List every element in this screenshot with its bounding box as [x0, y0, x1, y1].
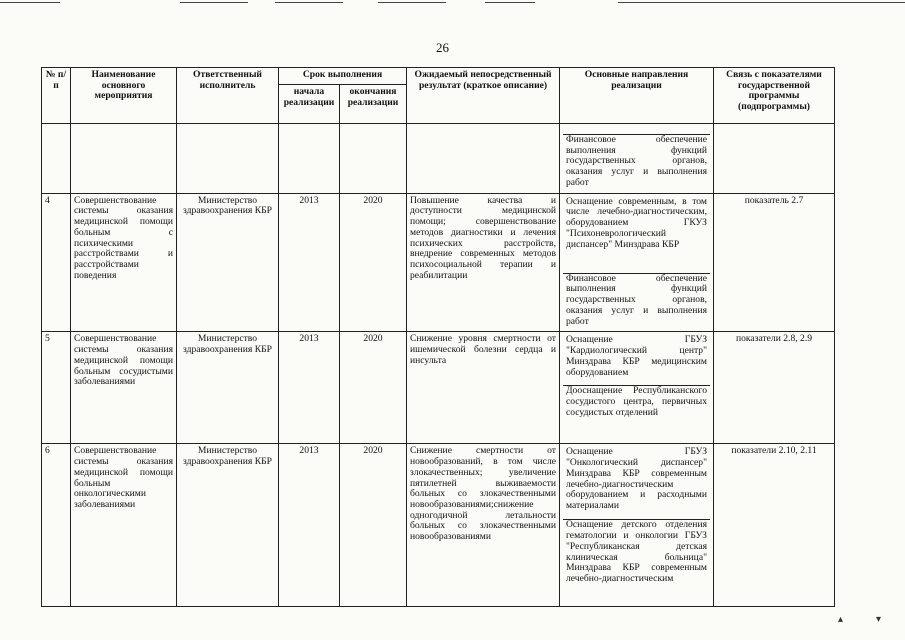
page-number: 26	[436, 40, 449, 55]
measures-table	[41, 67, 835, 607]
header-name: Наименование основного мероприятия	[71, 68, 177, 124]
row-result: Повышение качества и доступности медицинской помощи; совершенствование методов диагностики и лечения психических расстройств, внедрение современных методов психосоциальной терапии и реабилитации	[407, 193, 560, 332]
scan-edge-line	[180, 2, 248, 3]
table-row-continuation	[42, 124, 835, 194]
direction-cell: Оснащение ГБУЗ "Онкологический диспансер" Минздрава КБР современным лечебно-диагностическим оборудованием и расходными материалами	[566, 446, 707, 512]
header-num: № п/п	[42, 68, 71, 124]
scan-edge-line	[485, 2, 535, 3]
header-term: Срок выполнения	[279, 68, 407, 85]
row-start: 2013	[279, 193, 340, 332]
table-row	[42, 444, 835, 607]
scan-edge-line	[0, 2, 60, 3]
scan-edge-line	[275, 2, 343, 3]
header-term-start: начала реализации	[279, 85, 340, 124]
row-name: Совершенствование системы оказания медицинской помощи больным онкологическими заболеваниями	[71, 444, 177, 607]
table-row	[42, 332, 835, 444]
row-end: 2020	[340, 332, 407, 444]
direction-cell: Дооснащение Республиканского сосудистого центра, первичных сосудистых отделений	[563, 385, 710, 420]
row-name: Совершенствование системы оказания медицинской помощи больным сосудистыми заболеваниями	[71, 332, 177, 444]
row-executor: Министерство здравоохранения КБР	[177, 332, 279, 444]
row-name: Совершенствование системы оказания медицинской помощи больным с психическими расстройствами и расстройствами поведения	[71, 193, 177, 332]
row-num: 4	[42, 193, 71, 332]
row-result: Снижение смертности от новообразований, в том числе злокачественных; увеличение пятилетней выживаемости больных со злокачественными новообразованиями;снижение одногодичной летальности больных со злокачественными новообразованиями	[407, 444, 560, 607]
direction-cell: Финансовое обеспечение выполнения функций государственных органов, оказания услуг и выполнения работ	[563, 134, 710, 191]
row-end: 2020	[340, 193, 407, 332]
row-start: 2013	[279, 444, 340, 607]
row-executor: Министерство здравоохранения КБР	[177, 193, 279, 332]
row-start: 2013	[279, 332, 340, 444]
row-end: 2020	[340, 444, 407, 607]
header-link: Связь с показателями государственной программы (подпрограммы)	[714, 68, 835, 124]
row-executor: Министерство здравоохранения КБР	[177, 444, 279, 607]
scan-speck-mark: ▴	[838, 614, 844, 625]
direction-cell: Оснащение детского отделения гематологии и онкологии ГБУЗ "Республиканская детская клиническая больница" Минздрава КБР современным лечебно-диагностическим	[563, 519, 710, 586]
row-num: 5	[42, 332, 71, 444]
row-link: показатель 2.7	[714, 193, 835, 332]
row-link: показатели 2.8, 2.9	[714, 332, 835, 444]
table-row	[42, 193, 835, 332]
direction-cell: Оснащение современным, в том числе лечебно-диагностическим, оборудованием ГКУЗ "Психоневрологический диспансер" Минздрава КБР	[566, 195, 707, 250]
scan-edge-line	[618, 2, 905, 3]
direction-cell: Оснащение ГБУЗ "Кардиологический центр" Минздрава КБР медицинским оборудованием	[566, 334, 707, 378]
header-executor: Ответственный исполнитель	[177, 68, 279, 124]
row-result: Снижение уровня смертности от ишемической болезни сердца и инсульта	[407, 332, 560, 444]
header-term-end: окончания реализации	[340, 85, 407, 124]
scan-speck-mark: ▾	[876, 614, 882, 625]
direction-cell: Финансовое обеспечение выполнения функций государственных органов, оказания услуг и выполнения работ	[563, 273, 710, 330]
row-link: показатели 2.10, 2.11	[714, 444, 835, 607]
row-num: 6	[42, 444, 71, 607]
header-directions: Основные направления реализации	[560, 68, 714, 124]
scan-edge-line	[378, 2, 446, 3]
header-result: Ожидаемый непосредственный результат (краткое описание)	[407, 68, 560, 124]
